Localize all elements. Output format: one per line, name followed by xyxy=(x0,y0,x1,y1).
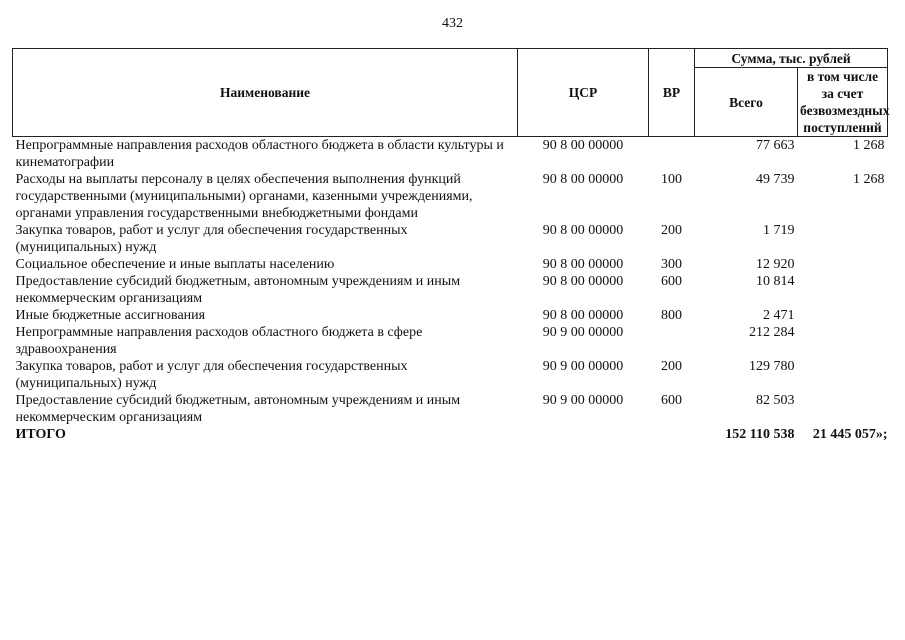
row-vr: 800 xyxy=(661,308,682,323)
row-csr: 90 9 00 00000 xyxy=(542,393,624,408)
table-row xyxy=(13,324,888,358)
row-total: 1 719 xyxy=(763,223,795,238)
row-name: Предоставление субсидий бюджетным, автономным учреждениям и иным некоммерческим организациям xyxy=(15,393,461,425)
total-row xyxy=(13,426,888,443)
table-row xyxy=(13,222,888,256)
row-free xyxy=(798,256,888,273)
row-free xyxy=(798,392,888,426)
row-vr: 200 xyxy=(661,223,682,238)
total-sum: 152 110 538 xyxy=(725,427,795,442)
row-name: Закупка товаров, работ и услуг для обеспечения государственных (муниципальных) нужд xyxy=(15,223,408,255)
row-csr: 90 8 00 00000 xyxy=(542,172,624,187)
row-total: 49 739 xyxy=(756,172,795,187)
row-total: 77 663 xyxy=(756,138,795,153)
row-vr: 300 xyxy=(661,257,682,272)
row-total: 212 284 xyxy=(749,325,795,340)
row-csr: 90 9 00 00000 xyxy=(542,325,624,340)
row-name: Социальное обеспечение и иные выплаты населению xyxy=(15,257,335,272)
table-row xyxy=(13,392,888,426)
row-free xyxy=(798,358,888,392)
row-csr: 90 9 00 00000 xyxy=(542,359,624,374)
header-sum: Сумма, тыс. рублей xyxy=(695,49,888,68)
total-free: 21 445 057»; xyxy=(812,427,888,442)
total-csr-empty xyxy=(518,426,649,443)
row-free xyxy=(798,273,888,307)
row-name: Закупка товаров, работ и услуг для обеспечения государственных (муниципальных) нужд xyxy=(15,359,408,391)
table-row xyxy=(13,256,888,273)
header-name: Наименование xyxy=(13,49,518,137)
header-total: Всего xyxy=(695,68,798,137)
total-vr-empty xyxy=(649,426,695,443)
row-free xyxy=(798,324,888,358)
row-csr: 90 8 00 00000 xyxy=(542,308,624,323)
row-vr xyxy=(649,324,695,358)
total-label: ИТОГО xyxy=(15,427,66,442)
page-number: 432 xyxy=(442,16,463,31)
row-name: Непрограммные направления расходов областного бюджета в сфере здравоохранения xyxy=(15,325,423,357)
table-row xyxy=(13,307,888,324)
row-free xyxy=(798,222,888,256)
header-free: в том числе за счет безвозмездных поступлений xyxy=(798,68,888,137)
row-vr xyxy=(649,137,695,172)
row-total: 12 920 xyxy=(756,257,795,272)
row-name: Иные бюджетные ассигнования xyxy=(15,308,206,323)
row-free: 1 268 xyxy=(853,172,885,187)
table-row xyxy=(13,358,888,392)
row-vr: 200 xyxy=(661,359,682,374)
table-row xyxy=(13,171,888,222)
row-free: 1 268 xyxy=(853,138,885,153)
header-csr: ЦСР xyxy=(518,49,649,137)
row-vr: 100 xyxy=(661,172,682,187)
row-total: 2 471 xyxy=(763,308,795,323)
row-total: 82 503 xyxy=(756,393,795,408)
table-row xyxy=(13,273,888,307)
row-vr: 600 xyxy=(661,393,682,408)
row-csr: 90 8 00 00000 xyxy=(542,257,624,272)
row-total: 129 780 xyxy=(749,359,795,374)
row-free xyxy=(798,307,888,324)
row-vr: 600 xyxy=(661,274,682,289)
table-row xyxy=(13,137,888,172)
row-total: 10 814 xyxy=(756,274,795,289)
row-name: Расходы на выплаты персоналу в целях обеспечения выполнения функций государственными (муниципальными) органами, казенными учреждениями, органами управления государственными внебюджетными фондами xyxy=(15,172,473,221)
header-vr: ВР xyxy=(649,49,695,137)
budget-table xyxy=(12,48,888,443)
row-name: Предоставление субсидий бюджетным, автономным учреждениям и иным некоммерческим организациям xyxy=(15,274,461,306)
row-csr: 90 8 00 00000 xyxy=(542,138,624,153)
row-csr: 90 8 00 00000 xyxy=(542,223,624,238)
row-name: Непрограммные направления расходов областного бюджета в области культуры и кинематографии xyxy=(15,138,504,170)
row-csr: 90 8 00 00000 xyxy=(542,274,624,289)
